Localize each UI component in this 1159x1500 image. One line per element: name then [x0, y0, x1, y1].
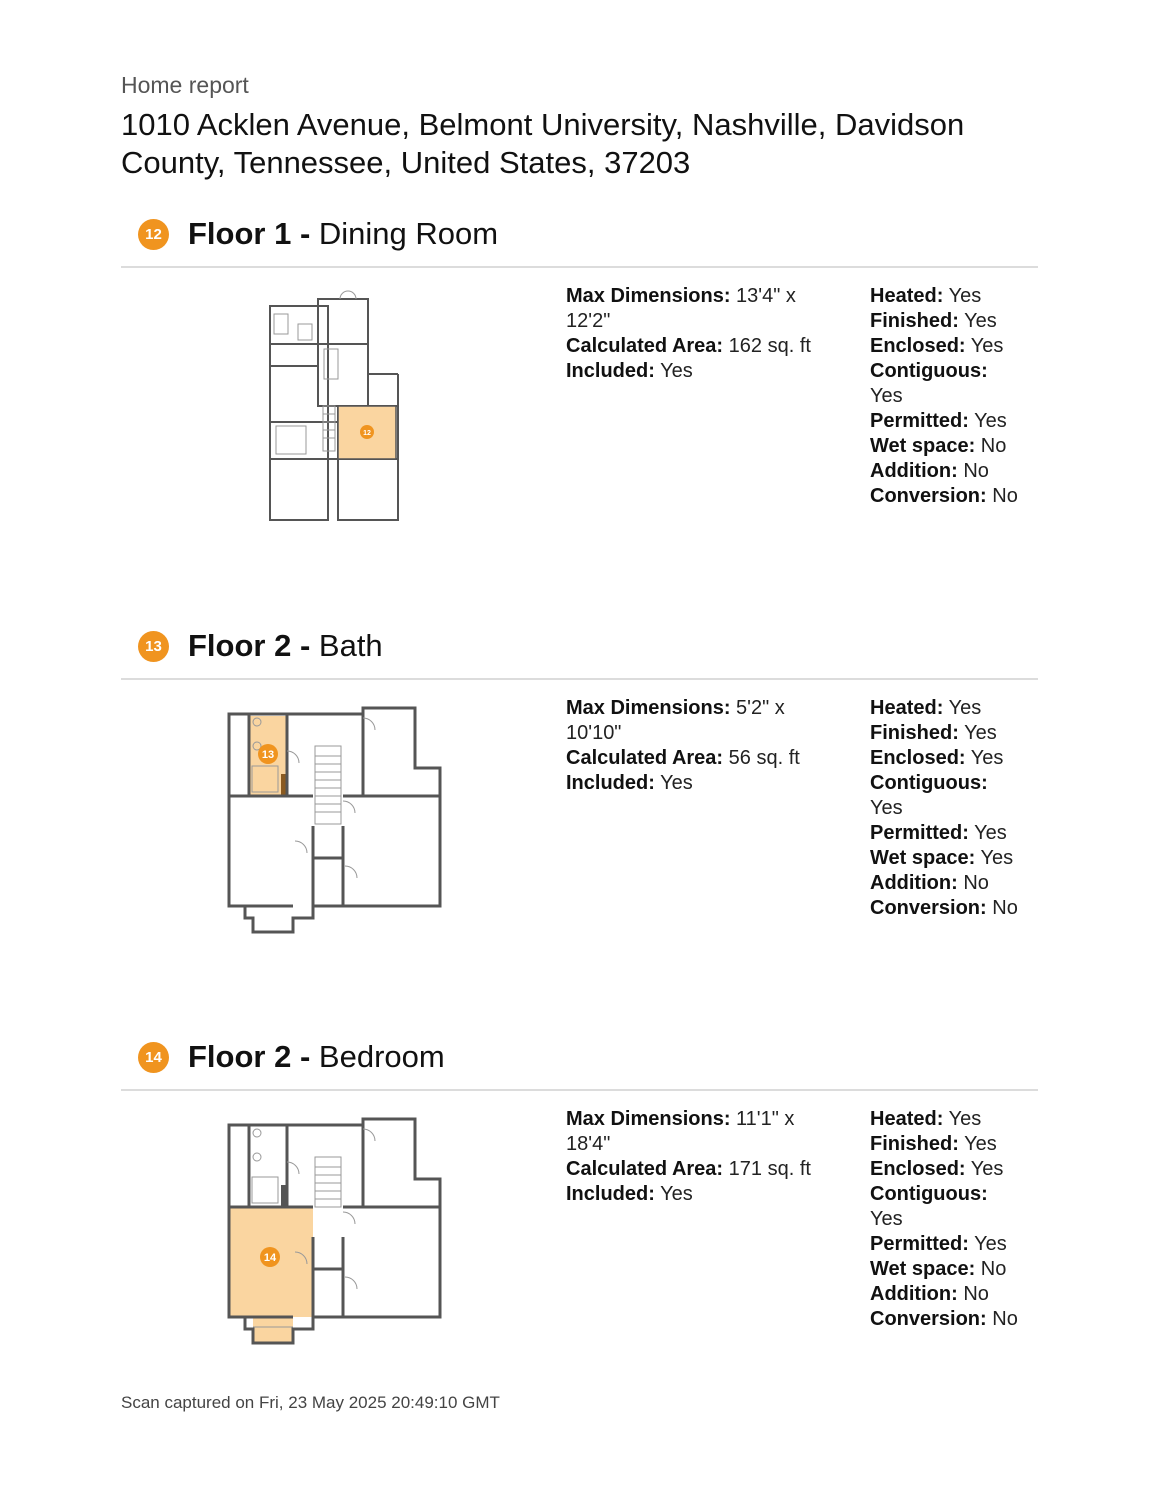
- room-number-badge: 13: [138, 631, 169, 662]
- calculated-area: Calculated Area: 56 sq. ft: [566, 747, 800, 769]
- flag-conversion: Conversion: No: [870, 485, 1018, 507]
- section-header: [138, 626, 383, 666]
- section-title: [188, 1039, 445, 1075]
- room-number-badge: 14: [138, 1042, 169, 1073]
- flag-permitted: Permitted: Yes: [870, 1233, 1007, 1255]
- flag-permitted: Permitted: Yes: [870, 410, 1007, 432]
- room-details: [566, 284, 831, 384]
- floor-label: Floor 1: [188, 216, 292, 251]
- report-label: Home report: [121, 72, 249, 98]
- flag-addition: Addition: No: [870, 872, 989, 894]
- room-details: [566, 1107, 831, 1207]
- room-section-bedroom: [0, 1037, 1159, 1437]
- flag-heated: Heated: Yes: [870, 697, 982, 719]
- title-separator: -: [291, 1039, 319, 1074]
- scan-timestamp: Scan captured on Fri, 23 May 2025 20:49:10 GMT: [121, 1393, 500, 1412]
- included: Included: Yes: [566, 772, 693, 794]
- flag-wet-space: Wet space: Yes: [870, 847, 1014, 869]
- property-address: 1010 Acklen Avenue, Belmont University, Nashville, Davidson County, Tennessee, United States, 37203: [121, 107, 965, 180]
- room-name: Dining Room: [318, 216, 499, 251]
- flag-finished: Finished: Yes: [870, 1133, 997, 1155]
- max-dimensions: Max Dimensions: 5'2" x 10'10": [566, 697, 785, 744]
- flag-heated: Heated: Yes: [870, 1108, 982, 1130]
- calculated-area: Calculated Area: 171 sq. ft: [566, 1158, 811, 1180]
- flag-conversion: Conversion: No: [870, 897, 1018, 919]
- highlighted-room: [229, 1207, 313, 1343]
- flag-conversion: Conversion: No: [870, 1308, 1018, 1330]
- flag-addition: Addition: No: [870, 460, 989, 482]
- section-divider: [121, 266, 1038, 268]
- flag-enclosed: Enclosed: Yes: [870, 1158, 1004, 1180]
- section-header: [138, 214, 498, 254]
- section-divider: [121, 678, 1038, 680]
- title-separator: -: [291, 628, 319, 663]
- room-section-dining-room: [0, 214, 1159, 614]
- floor-label: Floor 2: [188, 628, 292, 663]
- room-flags: [870, 1107, 1020, 1332]
- room-marker-number: 12: [363, 430, 371, 437]
- flag-finished: Finished: Yes: [870, 310, 997, 332]
- flag-contiguous: Contiguous: Yes: [870, 360, 988, 407]
- section-divider: [121, 1089, 1038, 1091]
- room-marker-number: 13: [261, 749, 275, 761]
- room-marker-number: 14: [263, 1252, 277, 1264]
- room-flags: [870, 696, 1020, 921]
- section-header: [138, 1037, 445, 1077]
- flag-enclosed: Enclosed: Yes: [870, 747, 1004, 769]
- max-dimensions: Max Dimensions: 13'4" x 12'2": [566, 285, 796, 332]
- flag-contiguous: Contiguous: Yes: [870, 772, 988, 819]
- floor-label: Floor 2: [188, 1039, 292, 1074]
- flag-permitted: Permitted: Yes: [870, 822, 1007, 844]
- calculated-area: Calculated Area: 162 sq. ft: [566, 335, 811, 357]
- section-title: [188, 628, 383, 664]
- included: Included: Yes: [566, 360, 693, 382]
- flag-finished: Finished: Yes: [870, 722, 997, 744]
- flag-enclosed: Enclosed: Yes: [870, 335, 1004, 357]
- included: Included: Yes: [566, 1183, 693, 1205]
- room-number-badge: 12: [138, 219, 169, 250]
- section-title: [188, 216, 498, 252]
- title-separator: -: [291, 216, 319, 251]
- room-section-bath: [0, 626, 1159, 1026]
- floor-plan-image: [225, 706, 445, 936]
- room-name: Bedroom: [318, 1039, 445, 1074]
- flag-heated: Heated: Yes: [870, 285, 982, 307]
- flag-wet-space: Wet space: No: [870, 435, 1007, 457]
- floor-plan-image: [268, 294, 403, 524]
- max-dimensions: Max Dimensions: 11'1" x 18'4": [566, 1108, 795, 1155]
- floor-plan-image: [225, 1117, 445, 1347]
- room-details: [566, 696, 831, 796]
- flag-addition: Addition: No: [870, 1283, 989, 1305]
- flag-contiguous: Contiguous: Yes: [870, 1183, 988, 1230]
- room-name: Bath: [318, 628, 383, 663]
- room-flags: [870, 284, 1020, 509]
- flag-wet-space: Wet space: No: [870, 1258, 1007, 1280]
